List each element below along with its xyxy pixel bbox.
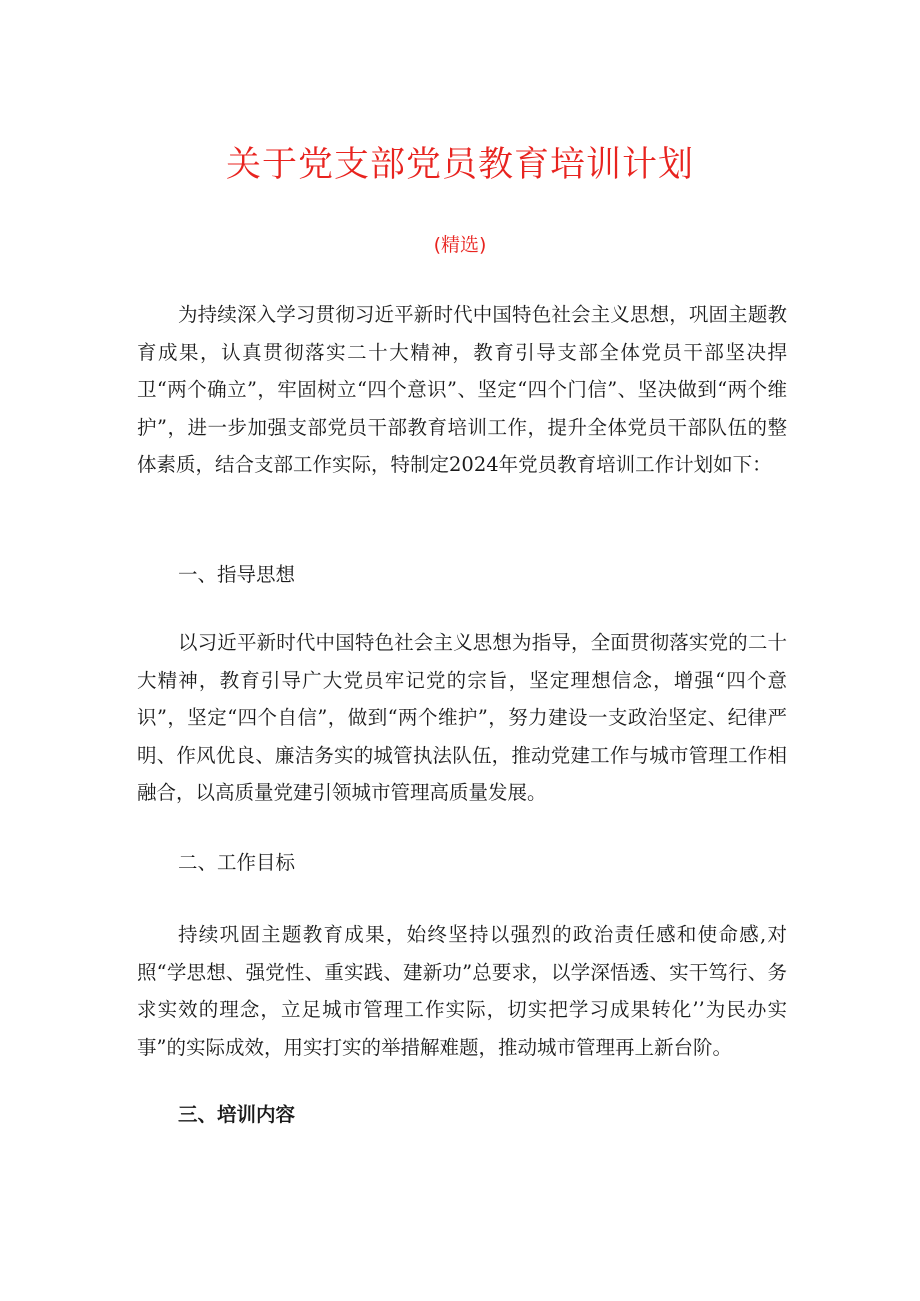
- section-heading-training-content: 三、培训内容: [178, 1103, 296, 1126]
- document-title: 关于党支部党员教育培训计划: [225, 145, 694, 185]
- section-body-guiding-ideology: 以习近平新时代中国特色社会主义思想为指导，全面贯彻落实党的二十大精神，教育引导广大党员牢记党的宗旨，坚定理想信念，增强“四个意识”，坚定“四个自信”，做到“两个维护”，努力建设一支政治坚定、纪律严明、作风优良、廉洁务实的城管执法队伍，推动党建工作与城市管理工作相融合，以高质量党建引领城市管理高质量发展。: [137, 631, 787, 805]
- document-subtitle: (精选): [433, 234, 487, 256]
- section-body-work-goals: 持续巩固主题教育成果，始终坚持以强烈的政治责任感和使命感,对照“学思想、强党性、重实践、建新功”总要求，以学深悟透、实干笃行、务求实效的理念，立足城市管理工作实际，切实把学习成果转化’’为民办实事”的实际成效，用实打实的举措解难题，推动城市管理再上新台阶。: [137, 923, 787, 1059]
- section-heading-work-goals: 二、工作目标: [178, 851, 296, 874]
- section-heading-guiding-ideology: 一、指导思想: [178, 563, 296, 586]
- intro-paragraph: 为持续深入学习贯彻习近平新时代中国特色社会主义思想，巩固主题教育成果，认真贯彻落实二十大精神，教育引导支部全体党员干部坚决捍卫“两个确立”，牢固树立“四个意识”、坚定“四个门信”、坚决做到“两个维护”，进一步加强支部党员干部教育培训工作，提升全体党员干部队伍的整体素质，结合支部工作实际，特制定2024年党员教育培训工作计划如下：: [137, 303, 787, 477]
